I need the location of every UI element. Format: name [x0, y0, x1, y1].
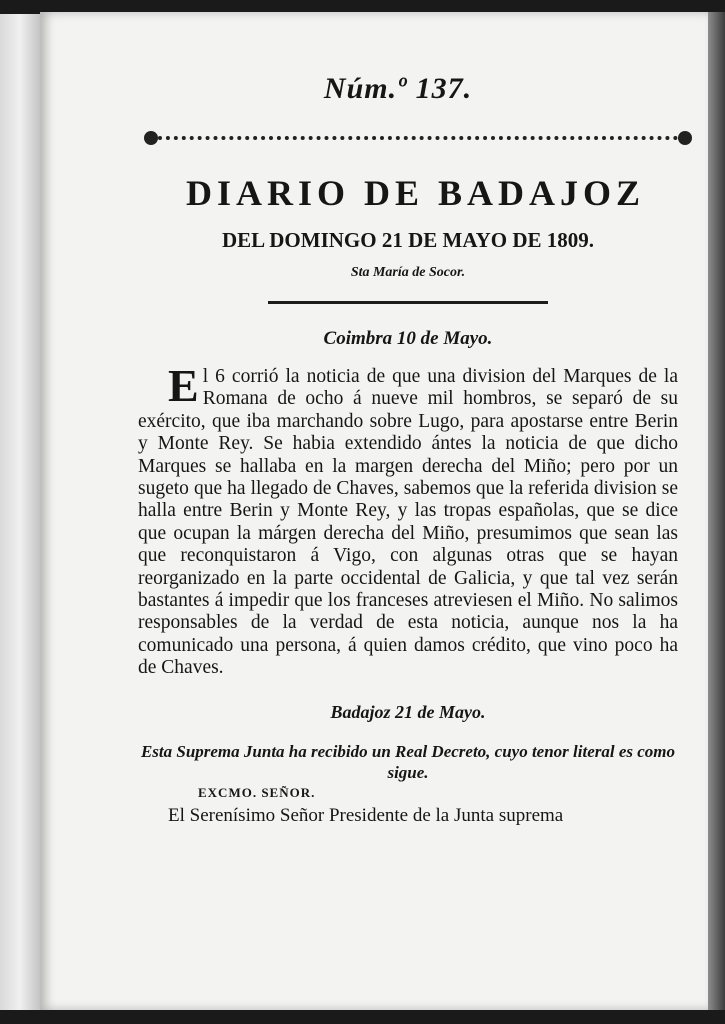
drop-cap-initial: E [168, 360, 199, 411]
issue-number: Núm.º 137. [323, 72, 473, 105]
masthead-title: DIARIO DE BADAJOZ [185, 173, 646, 213]
issue-date: DEL DOMINGO 21 DE MAYO DE 1809. [221, 228, 594, 252]
saint-row [98, 265, 678, 281]
decree-announcement: Esta Suprema Junta ha recibido un Real Decreto, cuyo tenor literal es como sigue. [140, 741, 676, 782]
dateline-badajoz: Badajoz 21 de Mayo. [330, 701, 486, 722]
article-body [138, 360, 678, 680]
dateline-coimbra: Coimbra 10 de Mayo. [323, 328, 493, 349]
right-binding-shadow [708, 12, 725, 1010]
page-content [98, 72, 678, 827]
section-rule [268, 301, 548, 304]
article-text: l 6 corrió la noticia de que una division del Marques de la Romana de ocho á nueve mil hombros, se separó de su exército, que iba marchando sobre Lugo, para apostarse entre Berin y Monte Rey. Se habia extendido ántes la noticia de que dicho Marques se hallaba en la margen derecha del Miño; pero por un sugeto que ha llegado de Chaves, sabemos que la referida division se halla entre Berin y Monte Rey, y las tropas españolas, que se dice que ocupan la márgen derecha del Miño, presumimos que sean las que reconquistaron á Vigo, con algunas otras que se hayan reorganizado en la parte occidental de Galicia, y que tal vez serán bastantes á impedir que los franceses atreviesen el Miño. No salimos responsables de la verdad de esta noticia, aunque nos la ha comunicado una persona, á quien damos crédito, que vino poco ha de Chaves. [138, 366, 678, 679]
left-page-edge [0, 14, 41, 1010]
newspaper-page [40, 12, 708, 1010]
ornamental-rule [158, 136, 678, 150]
saint-of-day: Sta María de Socor. [350, 265, 466, 280]
decree-first-line: El Serenísimo Señor Presidente de la Junta suprema [168, 804, 564, 826]
salutation: EXCMO. SEÑOR. [198, 784, 316, 800]
